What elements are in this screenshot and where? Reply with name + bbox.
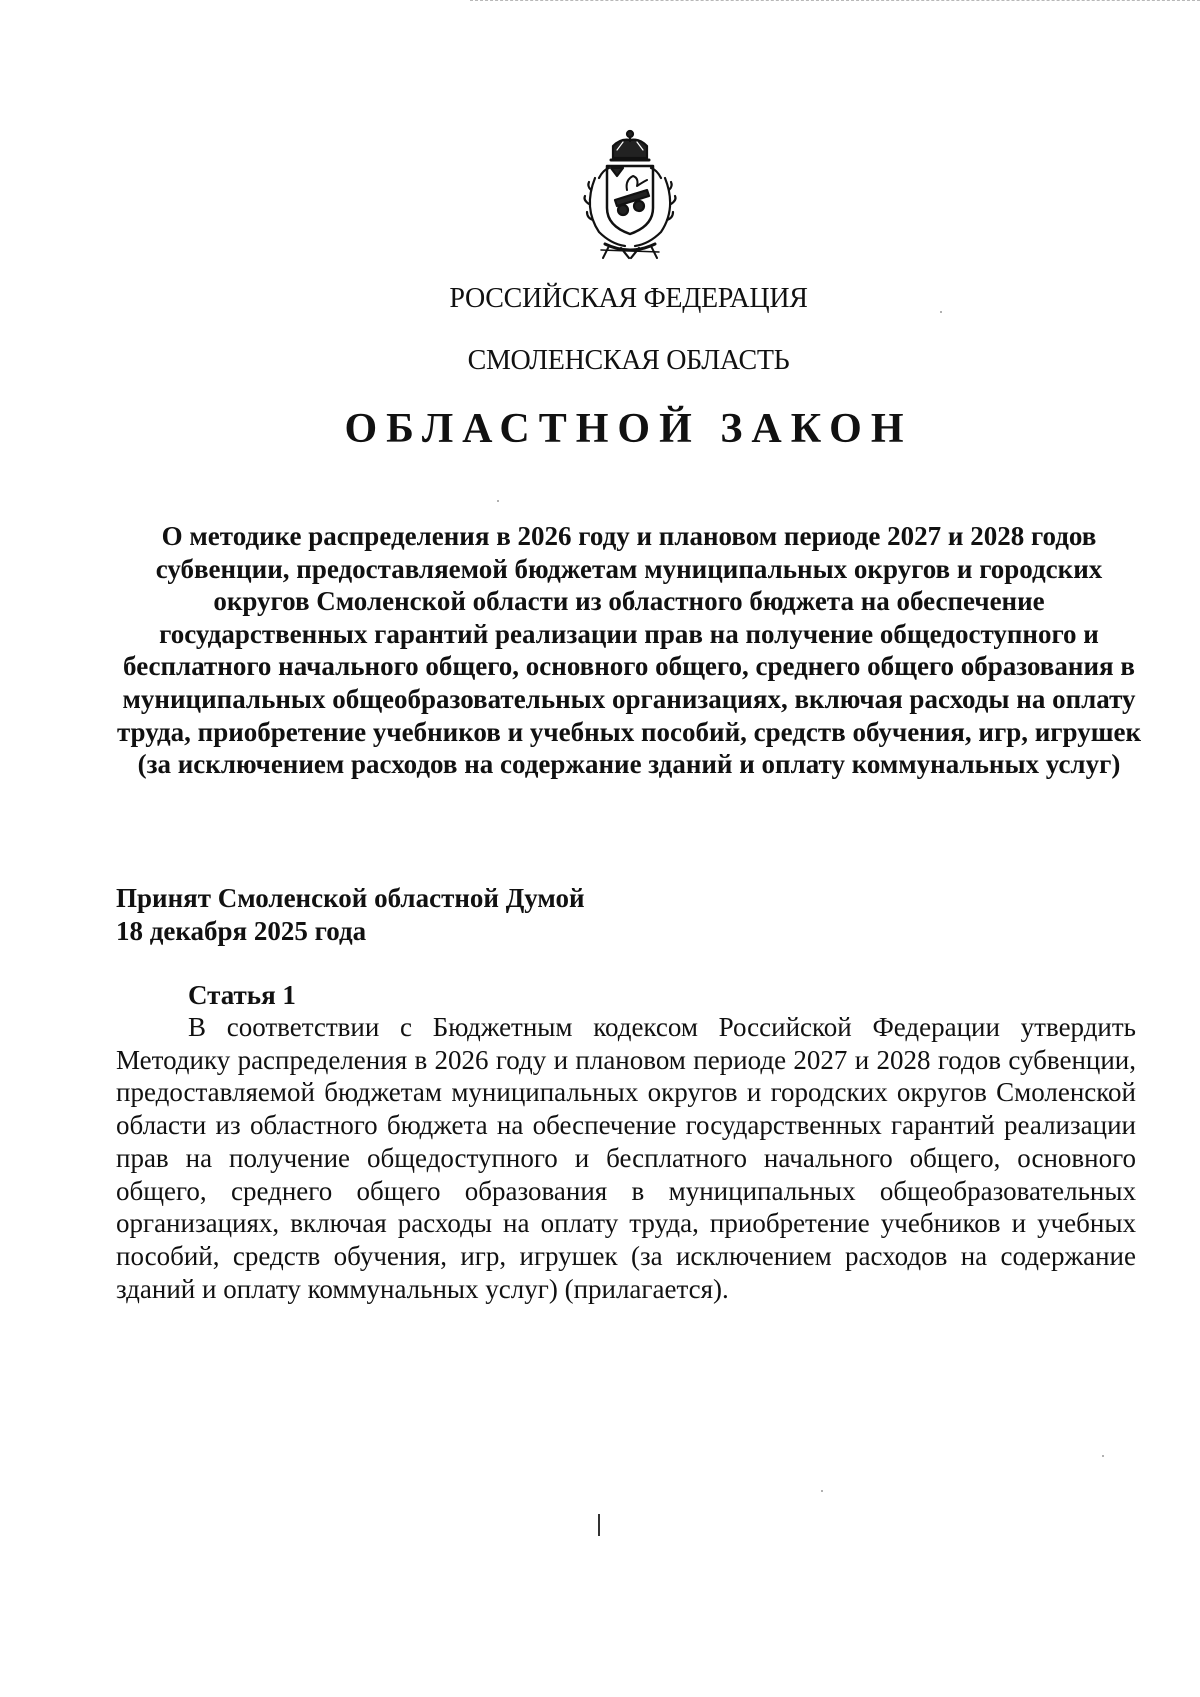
country-name: РОССИЙСКАЯ ФЕДЕРАЦИЯ <box>449 283 808 314</box>
document-type-heading: ОБЛАСТНОЙ ЗАКОН <box>344 406 913 452</box>
article-heading: Статья 1 <box>188 980 296 1010</box>
scan-edge-line <box>470 0 1200 3</box>
scan-speck <box>497 500 499 502</box>
scan-mark <box>598 1514 600 1536</box>
law-title: О методике распределения в 2026 году и плановом периоде 2027 и 2028 годов субвенции, предоставляемой бюджетам муниципальных округов и городских округов Смоленской области из областного бюджета на обеспечение государственных гарантий реализации прав на получение общедоступного и бесплатного начального общего, основного общего, среднего общего образования в муниципальных общеобразовательных организациях, включая расходы на оплату труда, приобретение учебников и учебных пособий, средств обучения, игр, игрушек (за исключением расходов на содержание зданий и оплату коммунальных услуг) <box>116 521 1142 780</box>
adoption-block <box>116 882 816 948</box>
adoption-line-date: 18 декабря 2025 года <box>116 916 367 946</box>
adoption-line-body: Принят Смоленской областной Думой <box>116 883 585 913</box>
region-name: СМОЛЕНСКАЯ ОБЛАСТЬ <box>467 345 790 376</box>
coat-of-arms-icon <box>565 128 695 262</box>
scan-speck <box>1102 1455 1104 1457</box>
scan-speck <box>821 1490 823 1492</box>
article-body: В соответствии с Бюджетным кодексом Российской Федерации утвердить Методику распределения в 2026 году и плановом периоде 2027 и 2028 годов субвенции, предоставляемой бюджетам муниципальных округов и городских округов Смоленской области из областного бюджета на обеспечение государственных гарантий реализации прав на получение общедоступного и бесплатного начального общего, основного общего, среднего общего образования в муниципальных общеобразовательных организациях, включая расходы на оплату труда, приобретение учебников и учебных пособий, средств обучения, игр, игрушек (за исключением расходов на содержание зданий и оплату коммунальных услуг) (прилагается). <box>116 1012 1136 1304</box>
scan-speck <box>940 311 942 313</box>
